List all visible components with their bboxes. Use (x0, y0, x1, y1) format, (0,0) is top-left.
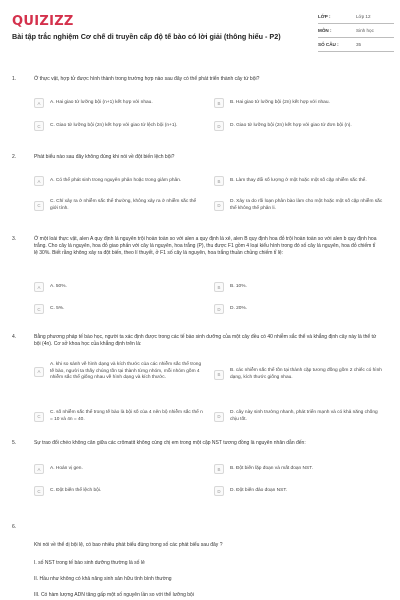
option-a[interactable] (34, 176, 204, 186)
option-text: B. các nhiễm sắc thể tồn tại thành cặp tương đồng gồm 2 chiếc có hình dạng, kích thước giống nhau. (230, 368, 382, 380)
option-letter-box: C (34, 304, 44, 314)
option-text: D. Đột biến đảo đoạn NST. (230, 487, 288, 493)
option-d[interactable] (214, 410, 384, 423)
question-text: Bằng phương pháp tế bào học, người ta xác định được trong các tế bào sinh dưỡng của một cây đều có 40 nhiễm sắc thể và khẳng định cây này là thể tứ bội (4n). Cơ sở khoa học của khẳng định trên là: (34, 334, 377, 348)
option-b[interactable] (214, 464, 384, 474)
option-c[interactable] (34, 486, 204, 496)
option-text: C. 5%. (50, 305, 65, 311)
option-text: A. 50%. (50, 283, 67, 289)
question-number: 3. (12, 236, 17, 242)
option-letter-box: D (214, 304, 224, 314)
option-letter-box: A (34, 367, 44, 377)
question-text: Ở một loài thực vật, alen A quy định lá nguyên trội hoàn toàn so với alen a quy định lá xẻ, alen B quy định hoa đỏ trội hoàn toàn so với alen b quy định hoa trắng. Cho cây lá nguyên, hoa đỏ giao phấn với cây lá nguyên, hoa trắng (P), thu được F1 gồm 4 loại kiểu hình trong đó số cây lá nguyên, hoa đỏ chiếm tỉ lệ 30%. Biết rằng không xảy ra đột biến, theo lí thuyết, ở F1 số cây lá nguyên, hoa trắng thuần chủng chiếm tỉ lệ: (34, 236, 377, 257)
info-row-count (318, 38, 394, 52)
option-letter-box: C (34, 486, 44, 496)
option-letter-box: A (34, 464, 44, 474)
option-text: B. 10%. (230, 283, 247, 289)
option-a[interactable] (34, 98, 204, 108)
option-a[interactable] (34, 282, 204, 292)
info-label: MÔN : (318, 28, 332, 33)
option-text: C. Chỉ xảy ra ở nhiễm sắc thể thường, không xảy ra ở nhiễm sắc thể giới tính. (50, 199, 197, 211)
option-letter-box: B (214, 370, 224, 380)
option-text: C. Giao tử lưỡng bội (2n) kết hợp với giao tử lệch bội (n+1). (50, 122, 178, 128)
option-c[interactable] (34, 410, 204, 423)
question-number: 5. (12, 440, 17, 446)
option-letter-box: B (214, 176, 224, 186)
option-letter-box: C (34, 201, 44, 211)
option-letter-box: C (34, 412, 44, 422)
option-text: A. khi so sánh về hình dạng và kích thước của các nhiễm sắc thể trong tế bào, người ta thấy chúng tồn tại thành từng nhóm, mỗi nhóm gồm 4 nhiễm sắc thể giống nhau về hình dạng và kích thước. (50, 362, 202, 381)
option-letter-box: A (34, 98, 44, 108)
option-d[interactable] (214, 486, 384, 496)
option-b[interactable] (214, 176, 384, 186)
question-text: Khi nói về thể dị bội lệ, có bao nhiêu phát biểu đúng trong số các phát biểu sau đây ? (34, 542, 223, 548)
option-c[interactable] (34, 199, 204, 212)
option-letter-box: D (214, 486, 224, 496)
option-c[interactable] (34, 304, 204, 314)
option-text: C. số nhiễm sắc thể trong tế bào là bội số của 4 nên bộ nhiễm sắc thể n = 10 và 4n = 40. (50, 410, 203, 422)
info-value: 35 (356, 42, 362, 47)
option-letter-box: A (34, 282, 44, 292)
option-letter-box: B (214, 464, 224, 474)
option-a[interactable] (34, 464, 204, 474)
info-row-subject (318, 24, 394, 38)
question-text: Phát biểu nào sau đây không đúng khi nói về đột biến lệch bội? (34, 154, 175, 160)
option-d[interactable] (214, 121, 384, 131)
option-b[interactable] (214, 282, 384, 292)
option-text: A. Hai giao tử lưỡng bội (n+1) kết hợp với nhau. (50, 99, 153, 105)
option-b[interactable] (214, 368, 384, 381)
option-letter-box: B (214, 98, 224, 108)
option-text: D. Xảy ra do rối loạn phân bào làm cho một hoặc một số cặp nhiễm sắc thể không thể phân li. (230, 199, 383, 211)
question-text: Sự trao đổi chéo không cân giữa các crômatit không cùng chị em trong một cặp NST tương đồng là nguyên nhân dẫn đến: (34, 440, 306, 446)
info-value: Sinh học (356, 28, 374, 33)
question-text: Ở thực vật, hợp tử được hình thành trong trường hợp nào sau đây có thể phát triển thành cây tứ bội? (34, 76, 260, 82)
statement-2: II. Hầu như không có khả năng sinh sản hữu tính bình thường (34, 576, 172, 582)
statement-3: III. Có hàm lượng ADN tăng gấp một số nguyên lần so với thể lưỡng bội (34, 592, 194, 598)
info-label: SỐ CÂU : (318, 42, 339, 47)
info-table (318, 10, 394, 52)
info-label: LỚP : (318, 14, 331, 19)
option-d[interactable] (214, 199, 384, 212)
option-text: D. 20%. (230, 305, 248, 311)
info-row-class (318, 10, 394, 24)
option-letter-box: D (214, 201, 224, 211)
option-b[interactable] (214, 98, 384, 108)
option-text: B. Làm thay đổi số lượng ở một hoặc một số cặp nhiễm sắc thể. (230, 177, 367, 183)
quizizz-logo: QUIZIZZ (12, 14, 74, 29)
option-text: C. Đột biến thể lệch bội. (50, 487, 102, 493)
document-header (0, 0, 400, 64)
option-letter-box: C (34, 121, 44, 131)
option-text: A. Hoán vị gen. (50, 465, 83, 471)
option-letter-box: D (214, 121, 224, 131)
option-letter-box: D (214, 412, 224, 422)
question-number: 1. (12, 76, 17, 82)
option-d[interactable] (214, 304, 384, 314)
info-value: Lớp 12 (356, 14, 371, 19)
option-text: B. Đột biến lặp đoạn và mất đoạn NST. (230, 465, 313, 471)
option-text: D. cây này sinh trưởng nhanh, phát triển mạnh và có khả năng chống chịu tốt. (230, 410, 378, 422)
statement-1: I. số NST trong tế bào sinh dưỡng thường là số lẻ (34, 560, 145, 566)
page-title: Bài tập trắc nghiệm Cơ chế di truyền cấp độ tế bào có lời giải (thông hiểu - P2) (12, 32, 281, 41)
option-a[interactable] (34, 362, 204, 382)
option-text: A. Có thể phát sinh trong nguyên phân hoặc trong giảm phân. (50, 177, 182, 183)
option-text: D. Giao tử lưỡng bội (2n) kết hợp với giao tử đơn bội (n). (230, 122, 352, 128)
question-number: 4. (12, 334, 17, 340)
option-c[interactable] (34, 121, 204, 131)
option-letter-box: B (214, 282, 224, 292)
option-letter-box: A (34, 176, 44, 186)
question-number: 2. (12, 154, 17, 160)
option-text: B. Hai giao tử lưỡng bội (2n) kết hợp với nhau. (230, 99, 330, 105)
question-number: 6. (12, 524, 17, 530)
